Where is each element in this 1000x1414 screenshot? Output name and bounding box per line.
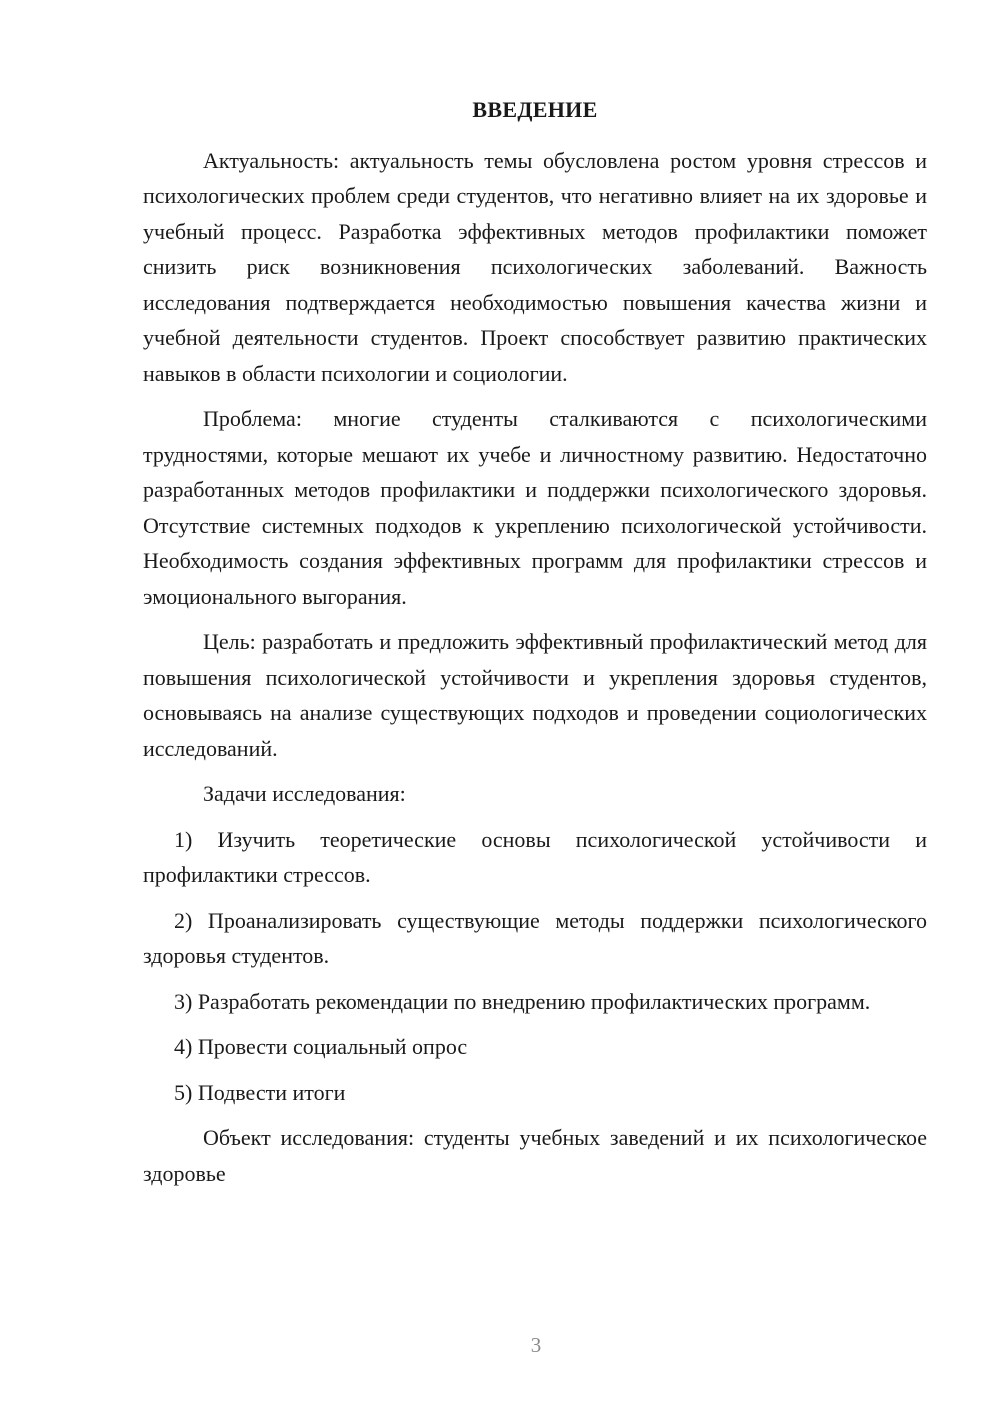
problem-paragraph: Проблема: многие студенты сталкиваются с психологическими трудностями, которые мешают их учебе и личностному развитию. Недостаточно разработанных методов профилактики и поддержки психологического здоровья. Отсутствие системных подходов к укреплению психологической устойчивости. Необходимость создания эффективных программ для профилактики стрессов и эмоционального выгорания. (143, 406, 927, 609)
relevance-paragraph: Актуальность: актуальность темы обусловлена ростом уровня стрессов и психологических проблем среди студентов, что негативно влияет на их здоровье и учебный процесс. Разработка эффективных методов профилактики поможет снизить риск возникновения психологических заболеваний. Важность исследования подтверждается необходимостью повышения качества жизни и учебной деятельности студентов. Проект способствует развитию практических навыков в области психологии и социологии. (143, 147, 927, 386)
task-item-5: 5) Подвести итоги (174, 1079, 346, 1105)
task-item-4: 4) Провести социальный опрос (174, 1034, 468, 1059)
tasks-heading: Задачи исследования: (203, 781, 406, 806)
task-item-2: 2) Проанализировать существующие методы поддержки психологического здоровья студентов. (143, 907, 927, 968)
task-item-3: 3) Разработать рекомендации по внедрению профилактических программ. (174, 988, 871, 1014)
goal-paragraph: Цель: разработать и предложить эффективный профилактический метод для повышения психологической устойчивости и укрепления здоровья студентов, основываясь на анализе существующих подходов и проведении социологических исследований. (143, 629, 927, 761)
document-page (143, 92, 927, 1201)
object-paragraph: Объект исследования: студенты учебных заведений и их психологическое здоровье (143, 1125, 927, 1186)
page-number: 3 (530, 1333, 542, 1357)
document-title: ВВЕДЕНИЕ (472, 97, 598, 122)
task-item-1: 1) Изучить теоретические основы психологической устойчивости и профилактики стрессов. (143, 826, 927, 887)
